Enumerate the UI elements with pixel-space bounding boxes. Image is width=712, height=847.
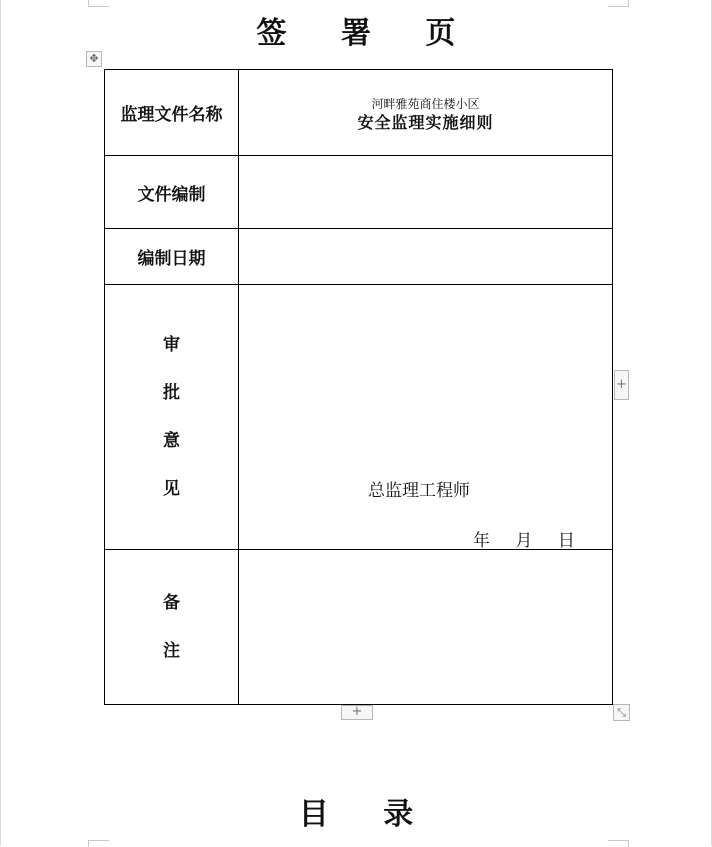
date-month: 月 <box>515 531 533 551</box>
table-resize-icon[interactable]: ⤡ <box>613 704 630 721</box>
label-file-name[interactable]: 监理文件名称 <box>105 70 239 156</box>
table-row <box>105 156 613 229</box>
value-prepared-date[interactable] <box>239 229 613 285</box>
label-approval-opinion[interactable] <box>105 285 239 550</box>
page-title-contents: 目 录 <box>298 797 436 832</box>
label-char: 批 <box>163 383 180 403</box>
value-prepared-by[interactable] <box>239 156 613 229</box>
label-char: 注 <box>163 641 180 661</box>
page-edge-left <box>0 0 1 846</box>
table-move-icon[interactable]: ✥ <box>86 51 102 67</box>
label-char: 意 <box>163 431 180 451</box>
table-row <box>105 285 613 550</box>
approval-label-stack <box>105 334 238 500</box>
label-prepared-date[interactable]: 编制日期 <box>105 229 239 285</box>
table-row <box>105 229 613 285</box>
label-char: 见 <box>163 479 180 499</box>
project-name: 河畔雅苑商住楼小区 <box>371 96 480 111</box>
chief-engineer-label: 总监理工程师 <box>368 481 470 501</box>
table-row <box>105 550 613 705</box>
label-char: 备 <box>163 593 180 613</box>
value-file-name[interactable] <box>239 70 613 156</box>
value-approval-opinion[interactable] <box>239 285 613 550</box>
label-char: 审 <box>163 335 180 355</box>
signature-table <box>104 69 613 705</box>
margin-corner-top-left <box>88 0 109 7</box>
date-day: 日 <box>557 531 575 551</box>
remarks-label-stack <box>105 592 238 662</box>
document-title: 安全监理实施细则 <box>357 112 494 132</box>
margin-corner-top-right <box>608 0 629 7</box>
label-remarks[interactable] <box>105 550 239 705</box>
add-column-icon[interactable]: + <box>614 370 629 400</box>
page-title-signature: 签 署 页 <box>256 16 478 51</box>
label-prepared-by[interactable]: 文件编制 <box>105 156 239 229</box>
date-year: 年 <box>473 531 490 551</box>
value-remarks[interactable] <box>239 550 613 705</box>
table-row <box>105 70 613 156</box>
approval-date <box>473 526 595 551</box>
add-row-icon[interactable]: + <box>341 705 373 720</box>
